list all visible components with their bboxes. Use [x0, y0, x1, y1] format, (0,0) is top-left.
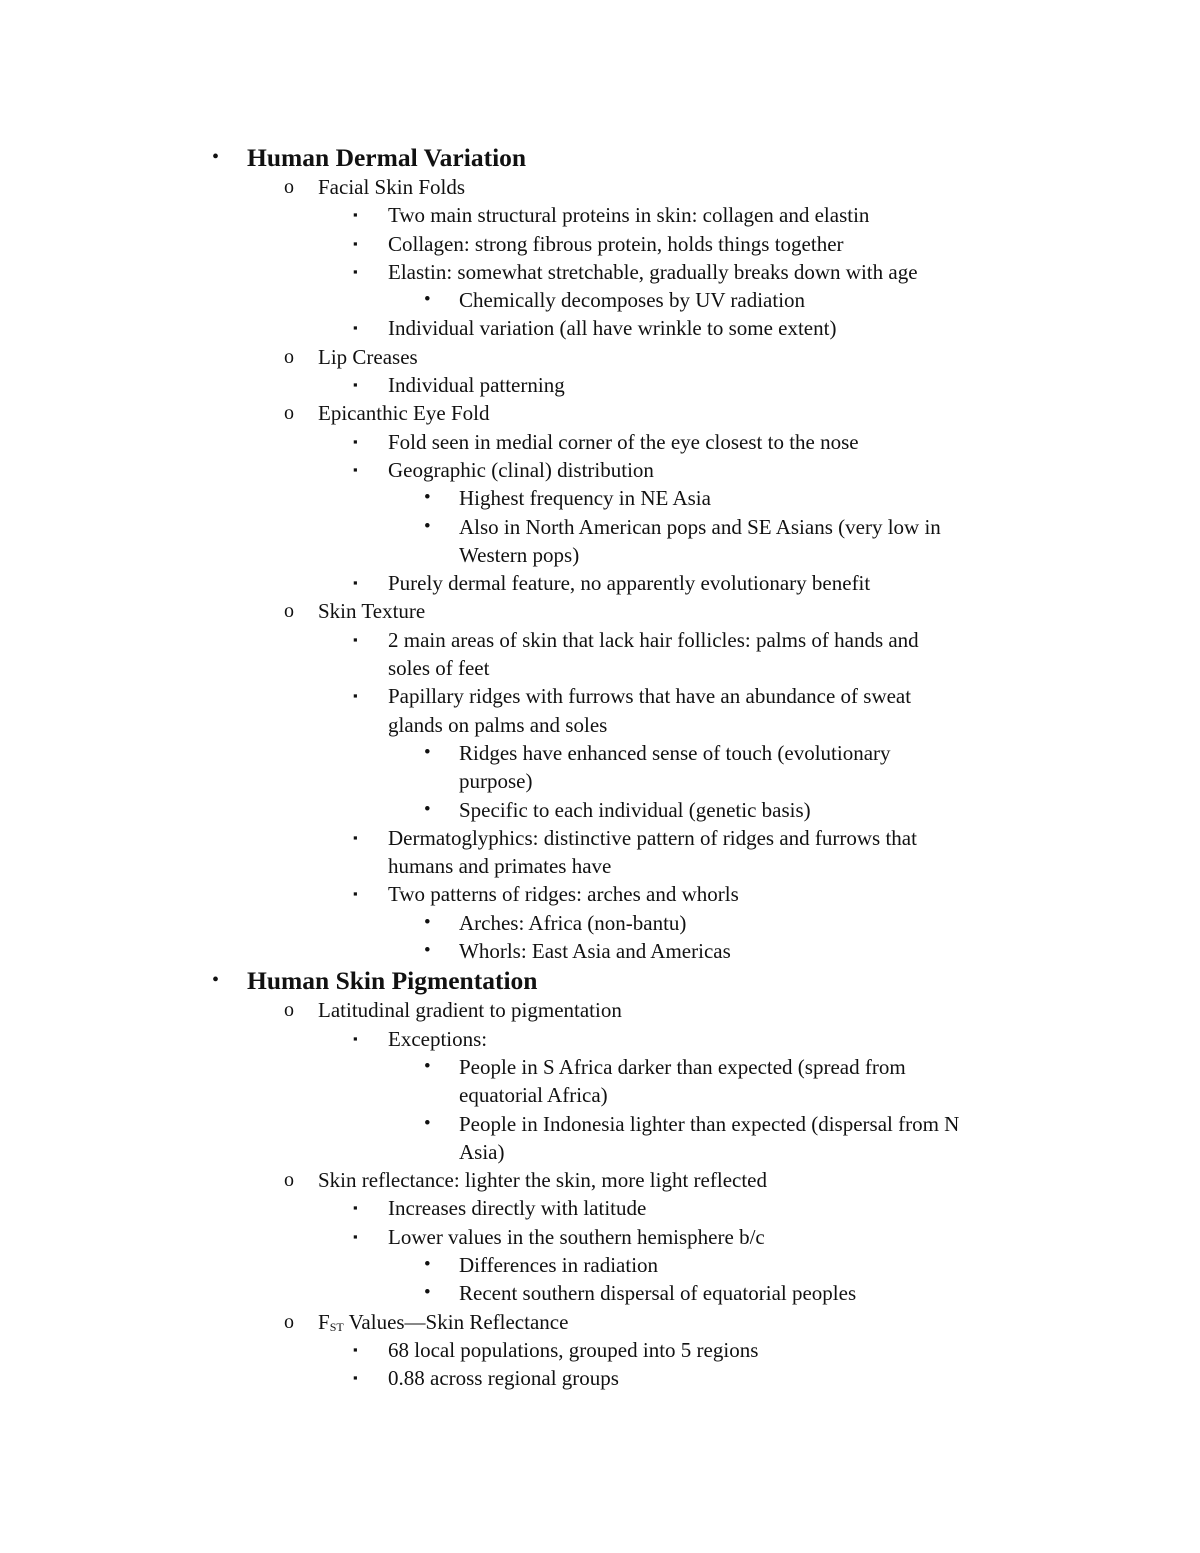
list-item — [0, 343, 1200, 371]
list-item-text: Two main structural proteins in skin: collagen and elastin — [388, 203, 870, 228]
list-item-text: Dermatoglyphics: distinctive pattern of ridges and furrows that — [388, 825, 917, 850]
list-item-text: Purely dermal feature, no apparently evolutionary benefit — [388, 571, 871, 596]
bullet-icon: ▪ — [353, 235, 358, 251]
list-item-text: People in Indonesia lighter than expected (dispersal from N — [459, 1111, 960, 1136]
list-item-text: Exceptions: — [388, 1026, 488, 1051]
list-item — [0, 1364, 1200, 1392]
list-item-text: Also in North American pops and SE Asians (very low in — [459, 514, 941, 539]
bullet-icon: o — [284, 1169, 294, 1192]
list-item-text: Skin reflectance: lighter the skin, more light reflected — [318, 1168, 767, 1193]
bullet-icon: o — [284, 999, 294, 1022]
list-item-text: Individual patterning — [388, 373, 565, 398]
list-item-text: Latitudinal gradient to pigmentation — [318, 998, 622, 1023]
bullet-icon: ▪ — [353, 433, 358, 449]
list-item — [0, 428, 1200, 456]
list-item — [0, 1279, 1200, 1307]
list-item-text: Epicanthic Eye Fold — [318, 401, 490, 426]
bullet-icon: • — [424, 940, 431, 962]
section-heading — [0, 142, 1200, 173]
bullet-icon: • — [424, 487, 431, 509]
list-item — [0, 1194, 1200, 1222]
list-item-text: Individual variation (all have wrinkle to some extent) — [388, 316, 837, 341]
list-item-text: Increases directly with latitude — [388, 1196, 647, 1221]
bullet-icon: o — [284, 345, 294, 368]
bullet-icon: • — [212, 146, 220, 168]
list-item-text: Collagen: strong fibrous protein, holds things together — [388, 231, 844, 256]
list-item-text: Lip Creases — [318, 344, 418, 369]
list-item — [0, 371, 1200, 399]
list-item-text: purpose) — [459, 769, 533, 794]
list-item-text: glands on palms and soles — [388, 712, 608, 737]
list-item — [0, 1081, 1200, 1109]
list-item-text: Chemically decomposes by UV radiation — [459, 288, 806, 313]
bullet-icon: o — [284, 600, 294, 623]
list-item-text: Specific to each individual (genetic basis) — [459, 797, 811, 822]
list-item — [0, 286, 1200, 314]
list-item-text: 2 main areas of skin that lack hair follicles: palms of hands and — [388, 627, 919, 652]
list-item — [0, 711, 1200, 739]
list-item — [0, 654, 1200, 682]
list-item — [0, 1308, 1200, 1336]
list-item — [0, 173, 1200, 201]
list-item — [0, 852, 1200, 880]
bullet-icon: ▪ — [353, 575, 358, 591]
outline-document — [0, 142, 1200, 1392]
bullet-icon: • — [424, 515, 431, 537]
list-item — [0, 1223, 1200, 1251]
list-item-text: Elastin: somewhat stretchable, gradually breaks down with age — [388, 259, 918, 284]
bullet-icon: ▪ — [353, 829, 358, 845]
list-item-text: humans and primates have — [388, 854, 612, 879]
bullet-icon: ▪ — [353, 377, 358, 393]
list-item — [0, 1251, 1200, 1279]
list-item — [0, 996, 1200, 1024]
bullet-icon: • — [424, 1282, 431, 1304]
list-item — [0, 796, 1200, 824]
list-item-text: $F_{ST}$ Values—Skin Reflectance — [318, 1309, 569, 1334]
section-heading — [0, 965, 1200, 996]
section-heading-text: Human Skin Pigmentation — [247, 966, 538, 996]
bullet-icon: ▪ — [353, 1370, 358, 1386]
bullet-icon: ▪ — [353, 1030, 358, 1046]
list-item — [0, 1110, 1200, 1138]
bullet-icon: • — [424, 798, 431, 820]
bullet-icon: ▪ — [353, 688, 358, 704]
bullet-icon: • — [424, 1253, 431, 1275]
list-item-text: Fold seen in medial corner of the eye closest to the nose — [388, 429, 859, 454]
bullet-icon: • — [424, 741, 431, 763]
list-item — [0, 230, 1200, 258]
bullet-icon: ▪ — [353, 207, 358, 223]
list-item — [0, 484, 1200, 512]
list-item — [0, 1053, 1200, 1081]
list-item-text: Two patterns of ridges: arches and whorls — [388, 882, 739, 907]
list-item — [0, 456, 1200, 484]
list-item — [0, 1138, 1200, 1166]
bullet-icon: ▪ — [353, 886, 358, 902]
subscript-text: ST — [329, 1319, 344, 1334]
list-item — [0, 682, 1200, 710]
list-item — [0, 201, 1200, 229]
bullet-icon: • — [212, 969, 220, 992]
list-item-text: Western pops) — [459, 542, 580, 567]
list-item-text: 0.88 across regional groups — [388, 1366, 619, 1391]
list-item — [0, 767, 1200, 795]
list-item — [0, 1336, 1200, 1364]
list-item — [0, 880, 1200, 908]
list-item — [0, 1025, 1200, 1053]
list-item — [0, 399, 1200, 427]
bullet-icon: ▪ — [353, 263, 358, 279]
list-item-text: soles of feet — [388, 656, 490, 681]
list-item — [0, 626, 1200, 654]
list-item — [0, 314, 1200, 342]
list-item — [0, 513, 1200, 541]
list-item-text: People in S Africa darker than expected (spread from — [459, 1054, 906, 1079]
bullet-icon: • — [424, 1055, 431, 1077]
bullet-icon: o — [284, 176, 294, 198]
list-item — [0, 1166, 1200, 1194]
bullet-icon: ▪ — [353, 631, 358, 647]
bullet-icon: • — [424, 1112, 431, 1134]
list-item — [0, 541, 1200, 569]
list-item-text: Differences in radiation — [459, 1252, 659, 1277]
bullet-icon: o — [284, 1310, 294, 1333]
list-item-text: equatorial Africa) — [459, 1083, 608, 1108]
bullet-icon: o — [284, 402, 294, 425]
list-item — [0, 258, 1200, 286]
bullet-icon: ▪ — [353, 461, 358, 477]
list-item-text: Whorls: East Asia and Americas — [459, 939, 731, 964]
list-item — [0, 739, 1200, 767]
list-item-text: Facial Skin Folds — [318, 175, 466, 199]
list-item-text: Skin Texture — [318, 599, 426, 624]
bullet-icon: • — [424, 289, 431, 311]
list-item-text: Recent southern dispersal of equatorial peoples — [459, 1281, 857, 1306]
list-item-text: Lower values in the southern hemisphere b/c — [388, 1224, 765, 1249]
bullet-icon: ▪ — [353, 1228, 358, 1244]
list-item-text: Papillary ridges with furrows that have an abundance of sweat — [388, 684, 912, 709]
list-item — [0, 569, 1200, 597]
list-item-text: Asia) — [459, 1139, 505, 1164]
list-item-text: Geographic (clinal) distribution — [388, 457, 654, 482]
list-item-text: Arches: Africa (non-bantu) — [459, 910, 687, 935]
bullet-icon: ▪ — [353, 320, 358, 336]
list-item-text: Ridges have enhanced sense of touch (evolutionary — [459, 740, 891, 765]
list-item-text: 68 local populations, grouped into 5 regions — [388, 1337, 759, 1362]
list-item-text: Highest frequency in NE Asia — [459, 486, 711, 511]
bullet-icon: ▪ — [353, 1200, 358, 1216]
list-item — [0, 824, 1200, 852]
list-item — [0, 909, 1200, 937]
bullet-icon: ▪ — [353, 1341, 358, 1357]
bullet-icon: • — [424, 911, 431, 933]
list-item — [0, 597, 1200, 625]
section-heading-text: Human Dermal Variation — [247, 143, 527, 172]
list-item — [0, 937, 1200, 965]
